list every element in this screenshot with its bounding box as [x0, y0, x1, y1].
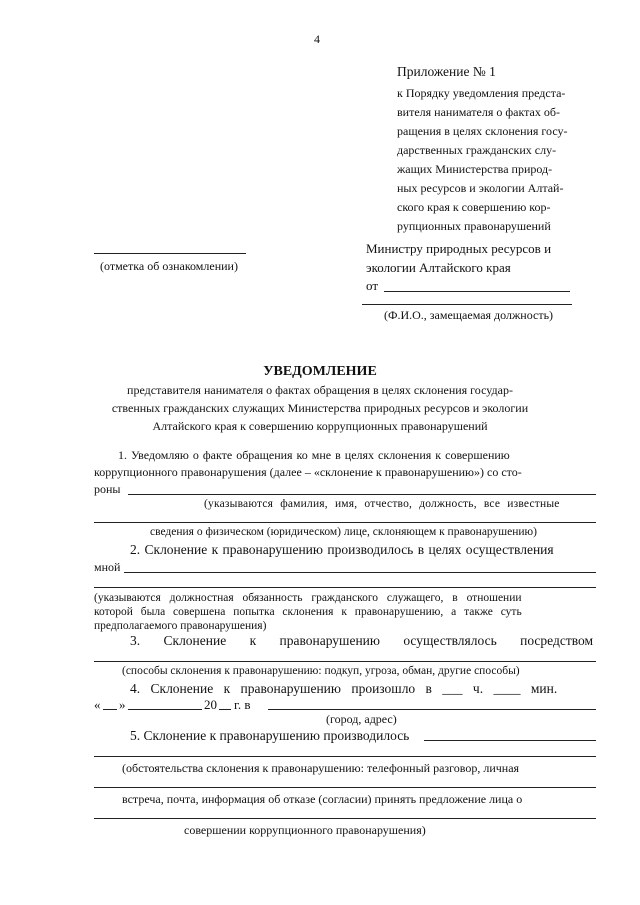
- item3-field-line[interactable]: [94, 661, 596, 662]
- item1-line2: коррупционного правонарушения (далее – «склонение к правонарушению») со сто-: [94, 465, 522, 479]
- appendix-line: к Порядку уведомления предста-: [397, 86, 566, 100]
- appendix-heading: Приложение № 1: [397, 64, 496, 79]
- subtitle-line: ственных гражданских служащих Министерства природных ресурсов и экологии: [111, 401, 529, 415]
- item5-hint1: (обстоятельства склонения к правонарушению: телефонный разговор, личная: [122, 761, 520, 775]
- appendix-line: ных ресурсов и экологии Алтай-: [397, 181, 564, 195]
- appendix-line: жащих Министерства природ-: [397, 162, 553, 176]
- item4-hint: (город, адрес): [326, 712, 397, 726]
- addressee-line1: Министру природных ресурсов и: [366, 241, 552, 256]
- document-title: УВЕДОМЛЕНИЕ: [263, 364, 377, 379]
- item2-hint2: которой была совершена попытка склонения к правонарушению, а также суть: [94, 606, 522, 618]
- appendix-line: рупционных правонарушений: [397, 219, 551, 233]
- appendix-line: дарственных гражданских слу-: [397, 143, 557, 157]
- item5-line1: 5. Склонение к правонарушению производилось: [130, 728, 410, 743]
- item4-date-open: «: [94, 697, 101, 712]
- item2-line1: 2. Склонение к правонарушению производилось в целях осуществления: [130, 542, 554, 557]
- addressee-from-label: от: [366, 278, 379, 293]
- subtitle-line: представителя нанимателя о фактах обращения в целях склонения государ-: [127, 383, 513, 397]
- item1-field-line2[interactable]: [94, 522, 596, 523]
- fio-caption: (Ф.И.О., замещаемая должность): [384, 308, 554, 322]
- item2-field-line2[interactable]: [94, 587, 596, 588]
- item2-line2: мной: [94, 560, 121, 574]
- appendix-text: [397, 84, 597, 236]
- item4-date-close: »: [119, 697, 126, 712]
- item4-year-prefix: 20: [204, 697, 217, 712]
- item5-hint3: совершении коррупционного правонарушения): [184, 823, 426, 837]
- item1-line3: роны: [94, 482, 121, 496]
- item3-hint: (способы склонения к правонарушению: подкуп, угроза, обман, другие способы): [122, 665, 520, 677]
- appendix-line: ращения в целях склонения госу-: [397, 124, 568, 138]
- item5-field-line[interactable]: [424, 740, 596, 741]
- item2-hint3: предполагаемого правонарушения): [94, 620, 267, 632]
- appendix-line: вителя нанимателя о фактах об-: [397, 105, 560, 119]
- item5-field-line3[interactable]: [94, 787, 596, 788]
- addressee-line2: экологии Алтайского края: [366, 260, 511, 275]
- item3-line1: 3. Склонение к правонарушению осуществлялось посредством: [130, 633, 594, 648]
- item4-place-field[interactable]: [268, 709, 596, 710]
- item4-year-field[interactable]: [219, 709, 231, 710]
- acknowledgement-line[interactable]: [94, 253, 246, 254]
- appendix-line: ского края к совершению кор-: [397, 200, 551, 214]
- item4-day-field[interactable]: [103, 709, 117, 710]
- item4-line1: 4. Склонение к правонарушению произошло в ___ ч. ____ мин.: [130, 681, 558, 696]
- item2-field-line[interactable]: [124, 572, 596, 573]
- item5-field-line4[interactable]: [94, 818, 596, 819]
- item2-hint1: (указываются должностная обязанность гражданского служащего, в отношении: [94, 592, 522, 604]
- item1-hint1: (указываются фамилия, имя, отчество, должность, все известные: [204, 498, 560, 510]
- item5-hint2: встреча, почта, информация об отказе (согласии) принять предложение лица о: [122, 792, 523, 806]
- acknowledgement-caption: (отметка об ознакомлении): [100, 259, 238, 273]
- from-field-line[interactable]: [384, 291, 570, 292]
- item5-field-line2[interactable]: [94, 756, 596, 757]
- item4-place-label: г. в: [234, 697, 251, 712]
- item1-line1: 1. Уведомляю о факте обращения ко мне в целях склонения к совершению: [118, 448, 510, 462]
- page-number: 4: [314, 32, 320, 46]
- item1-hint2: сведения о физическом (юридическом) лице, склоняющем к правонарушению): [150, 526, 537, 538]
- item4-month-field[interactable]: [128, 709, 202, 710]
- item1-field-line[interactable]: [128, 494, 596, 495]
- subtitle-line: Алтайского края к совершению коррупционных правонарушений: [152, 419, 488, 433]
- fio-field-line[interactable]: [362, 304, 572, 305]
